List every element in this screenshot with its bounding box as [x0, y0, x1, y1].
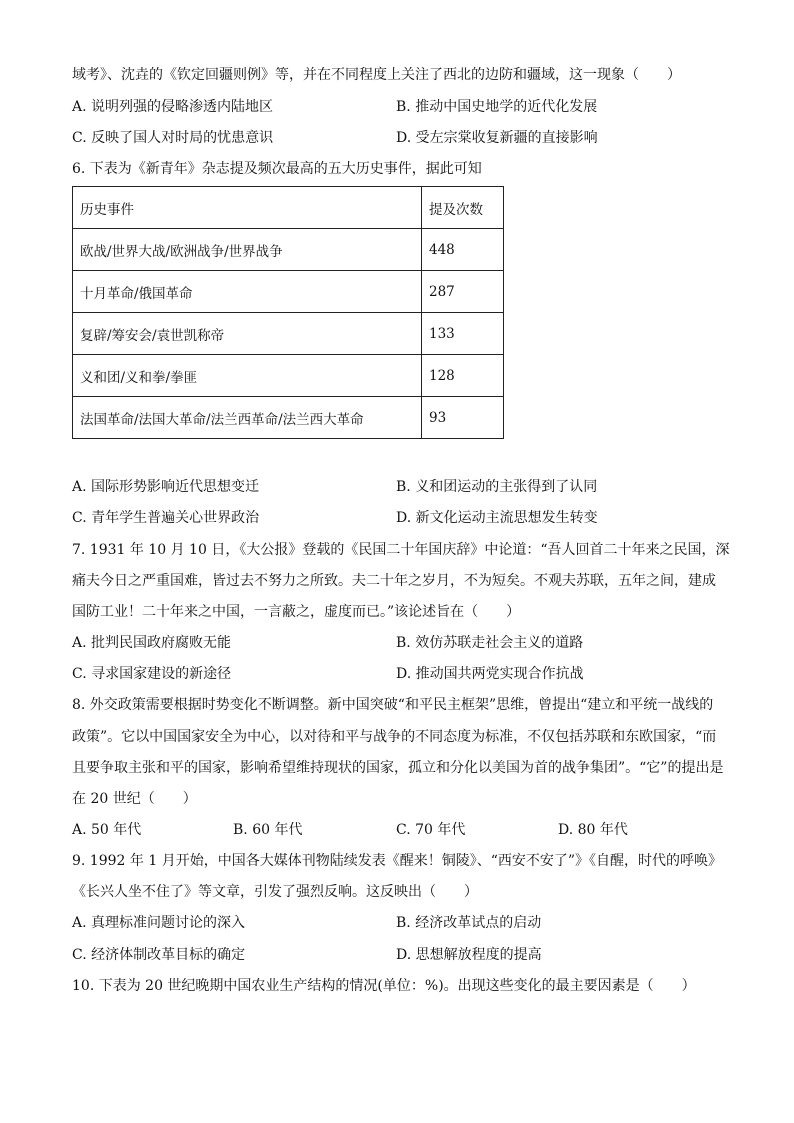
q7-option-c[interactable]: C. 寻求国家建设的新途径	[72, 666, 232, 682]
q6-option-a[interactable]: A. 国际形势影响近代思想变迁	[72, 479, 260, 495]
table-header-cell: 提及次数	[422, 187, 504, 229]
q7-stem-line-2: 痛夫今日之严重国难，皆过去不努力之所致。夫二十年之岁月，不为短矣。不观夫苏联，五年之间，建成	[72, 573, 716, 589]
q9-option-c[interactable]: C. 经济体制改革目标的确定	[72, 947, 246, 963]
q9-stem-line-2: 《长兴人坐不住了》等文章，引发了强烈反响。这反映出（ ）	[72, 884, 478, 900]
q8-option-d[interactable]: D. 80 年代	[558, 822, 628, 838]
q5-option-a[interactable]: A. 说明列强的侵略渗透内陆地区	[72, 99, 274, 115]
table-header-row	[73, 187, 504, 229]
table-cell-count: 93	[422, 397, 504, 439]
table-cell-event: 法国革命/法国大革命/法兰西革命/法兰西大革命	[73, 397, 422, 439]
q9-option-d[interactable]: D. 思想解放程度的提高	[396, 947, 542, 963]
q6-events-table	[72, 186, 504, 439]
q7-option-d[interactable]: D. 推动国共两党实现合作抗战	[396, 666, 584, 682]
q8-option-c[interactable]: C. 70 年代	[396, 822, 466, 838]
q8-stem-line-1: 8. 外交政策需要根据时势变化不断调整。新中国突破“和平民主框架”思维，曾提出“建立和平统一战线的	[72, 697, 714, 713]
q5-stem-tail: 域考》、沈垚的《钦定回疆则例》等，并在不同程度上关注了西北的边防和疆域，这一现象（ ）	[72, 67, 681, 83]
table-row	[73, 313, 504, 355]
q5-option-d[interactable]: D. 受左宗棠收复新疆的直接影响	[396, 130, 598, 146]
q10-stem: 10. 下表为 20 世纪晚期中国农业生产结构的情况(单位：%)。出现这些变化的最主要因素是（ ）	[72, 978, 696, 994]
q7-stem-line-1: 7. 1931 年 10 月 10 日，《大公报》登载的《民国二十年国庆辞》中论道：“吾人回首二十年来之民国，深	[72, 542, 730, 558]
table-cell-event: 欧战/世界大战/欧洲战争/世界战争	[73, 229, 422, 271]
table-cell-count: 448	[422, 229, 504, 271]
q9-option-a[interactable]: A. 真理标准问题讨论的深入	[72, 915, 246, 931]
table-cell-count: 128	[422, 355, 504, 397]
table-cell-event: 复辟/筹安会/袁世凯称帝	[73, 313, 422, 355]
q9-option-b[interactable]: B. 经济改革试点的启动	[396, 915, 542, 931]
q8-stem-line-2: 政策”。它以中国国家安全为中心，以对待和平与战争的不同态度为标准，不仅包括苏联和东欧国家，“而	[72, 729, 717, 745]
q5-option-b[interactable]: B. 推动中国史地学的近代化发展	[396, 99, 598, 115]
q8-option-a[interactable]: A. 50 年代	[72, 822, 142, 838]
q8-option-b[interactable]: B. 60 年代	[233, 822, 303, 838]
q6-option-d[interactable]: D. 新文化运动主流思想发生转变	[396, 510, 598, 526]
q7-option-b[interactable]: B. 效仿苏联走社会主义的道路	[396, 635, 584, 651]
q6-stem: 6. 下表为《新青年》杂志提及频次最高的五大历史事件，据此可知	[72, 161, 482, 177]
table-cell-event: 义和团/义和拳/拳匪	[73, 355, 422, 397]
table-cell-event: 十月革命/俄国革命	[73, 271, 422, 313]
q8-stem-line-4: 在 20 世纪（ ）	[72, 791, 197, 807]
table-header-cell: 历史事件	[73, 187, 422, 229]
table-cell-count: 287	[422, 271, 504, 313]
table-row	[73, 355, 504, 397]
table-row	[73, 271, 504, 313]
q6-option-c[interactable]: C. 青年学生普遍关心世界政治	[72, 510, 260, 526]
q9-stem-line-1: 9. 1992 年 1 月开始，中国各大媒体刊物陆续发表《醒来！铜陵》、“西安不安了”》《自醒，时代的呼唤》	[72, 853, 723, 869]
q7-stem-line-3: 国防工业！二十年来之中国，一言蔽之，虚度而已。”该论述旨在（ ）	[72, 604, 521, 620]
q5-option-c[interactable]: C. 反映了国人对时局的忧患意识	[72, 130, 274, 146]
table-row	[73, 397, 504, 439]
table-cell-count: 133	[422, 313, 504, 355]
q6-option-b[interactable]: B. 义和团运动的主张得到了认同	[396, 479, 598, 495]
q8-stem-line-3: 且要争取主张和平的国家，影响希望维持现状的国家，孤立和分化以美国为首的战争集团”。“它”的提出是	[72, 760, 724, 776]
table-row	[73, 229, 504, 271]
q7-option-a[interactable]: A. 批判民国政府腐败无能	[72, 635, 232, 651]
